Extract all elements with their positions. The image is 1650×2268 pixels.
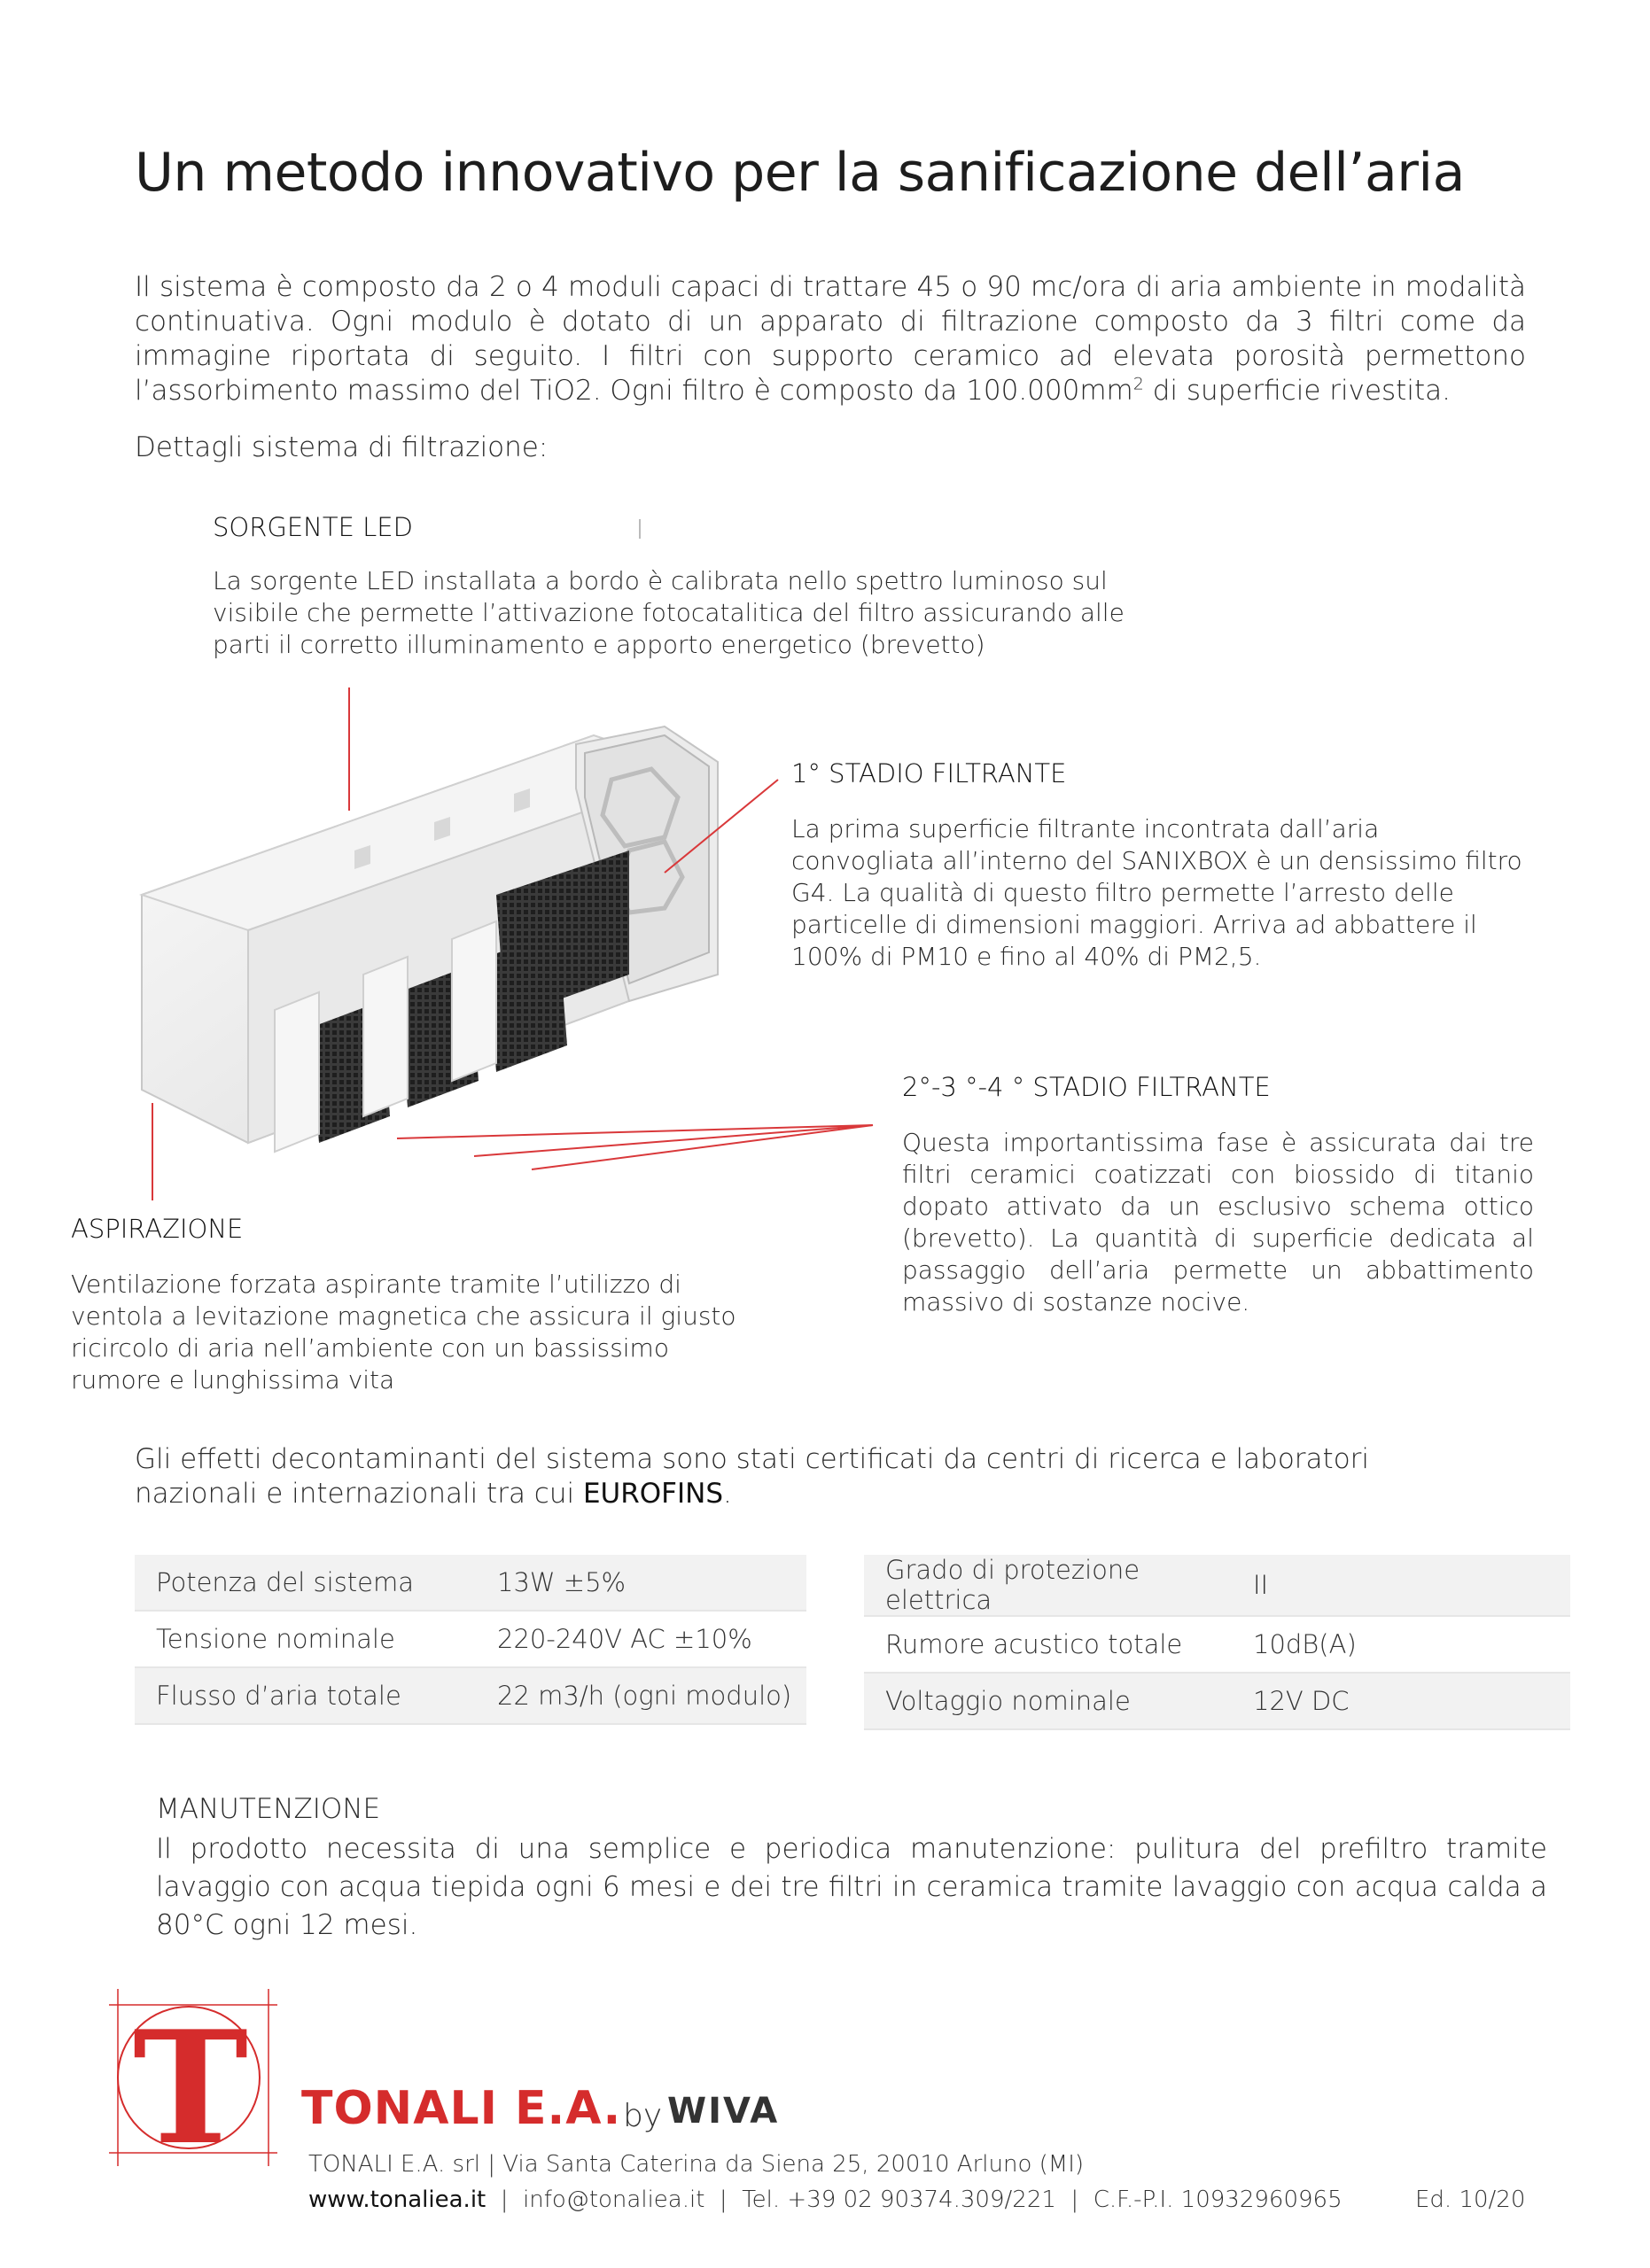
spec-label: Potenza del sistema (135, 1555, 476, 1611)
stage1-leader-line (665, 780, 778, 873)
table-row (135, 1611, 806, 1667)
aspiration-heading: ASPIRAZIONE (71, 1214, 244, 1244)
website-link[interactable]: www.tonaliea.it (308, 2186, 486, 2213)
footer-contacts (308, 2186, 1343, 2213)
spec-label: Grado di protezione elettrica (864, 1555, 1232, 1616)
maintenance-text: Il prodotto necessita di una semplice e periodica manutenzione: pulitura del prefiltro tramite lavaggio con acqua tiepida ogni 6 mesi e dei tre filtri in ceramica tramite lavaggio con acqua calda a 80°C ogni 12 mesi. (156, 1833, 1547, 1941)
partner-logo: WIVA (667, 2091, 780, 2132)
certification-highlight: EUROFINS (582, 1478, 724, 1510)
stage234-text: Questa importantissima fase è assicurata dai tre filtri ceramici coatizzati con biossido di titanio dopato attivato da un esclusivo schema ottico (brevetto). La quantità di superficie dedicata al passaggio dell’aria permette un abbattimento massivo di sostanze nocive. (902, 1128, 1534, 1317)
aspiration-text: Ventilazione forzata aspirante tramite l’utilizzo di ventola a levitazione magnetica che assicura il giusto ricircolo di aria nell’ambiente con un bassissimo rumore e lunghissima vita (71, 1270, 736, 1394)
certification-end: . (723, 1478, 732, 1510)
intro-text-end: di superficie rivestita. (1143, 375, 1451, 407)
spec-label: Tensione nominale (135, 1611, 476, 1667)
details-label: Dettagli sistema di filtrazione: (135, 431, 549, 463)
spec-value: 13W ±5% (476, 1555, 806, 1611)
spec-value: II (1232, 1555, 1570, 1616)
table-row (864, 1555, 1570, 1616)
tonali-logo (105, 1984, 282, 2171)
spec-label: Voltaggio nominale (864, 1673, 1232, 1729)
spec-value: 22 m3/h (ogni modulo) (476, 1667, 806, 1724)
spec-label: Flusso d’aria totale (135, 1667, 476, 1724)
intro-superscript: 2 (1132, 374, 1144, 394)
led-text: La sorgente LED installata a bordo è calibrata nello spettro luminoso sul visibile che permette l’attivazione fotocatalitica del filtro assicurando alle parti il corretto illuminamento e apporto energetico (brevetto) (213, 566, 1125, 659)
specs-table-left (135, 1555, 806, 1725)
certification-text (135, 1442, 1490, 1511)
certification-body: Gli effetti decontaminanti del sistema sono stati certificati da centri di ricerca e laboratori nazionali e internazionali tra cui (135, 1443, 1370, 1510)
specs-table-right (864, 1555, 1570, 1730)
brand-name: TONALI E.A. (301, 2082, 622, 2135)
footer-address: TONALI E.A. srl | Via Santa Caterina da Siena 25, 20010 Arluno (MI) (308, 2151, 1085, 2178)
maintenance-heading: MANUTENZIONE (156, 1793, 381, 1825)
table-row (135, 1555, 806, 1611)
spec-value: 12V DC (1232, 1673, 1570, 1729)
intro-text: Il sistema è composto da 2 o 4 moduli capaci di trattare 45 o 90 mc/ora di aria ambiente in modalità continuativa. Ogni modulo è dotato di un apparato di filtrazione composto da 3 filtri come da immagine riportata di seguito. I filtri con supporto ceramico ad elevata porosità permettono l’assorbimento massimo del TiO2. Ogni filtro è composto da 100.000mm (135, 271, 1526, 407)
stage1-text: La prima superficie filtrante incontrata dall’aria convogliata all’interno del SANIXBOX è un densissimo filtro G4. La qualità di questo filtro permette l’arresto delle particelle di dimensioni maggiori. Arriva ad abbattere il 100% di PM10 e fino al 40% di PM2,5. (791, 814, 1522, 971)
logo-letter: T (132, 1998, 249, 2171)
table-row (864, 1616, 1570, 1673)
table-row (864, 1673, 1570, 1729)
brand-by: by (623, 2098, 663, 2134)
spec-label: Rumore acustico totale (864, 1616, 1232, 1673)
spec-value: 10dB(A) (1232, 1616, 1570, 1673)
edition-label: Ed. 10/20 (1415, 2186, 1526, 2213)
table-row (135, 1667, 806, 1724)
footer-contacts-rest: | info@tonaliea.it | Tel. +39 02 90374.309/221 | C.F.-P.I. 10932960965 (486, 2186, 1343, 2213)
led-heading: SORGENTE LED (213, 512, 413, 542)
stage-leader-line-1 (397, 1125, 873, 1138)
spec-value: 220-240V AC ±10% (476, 1611, 806, 1667)
stage234-heading: 2°-3 °-4 ° STADIO FILTRANTE (902, 1072, 1271, 1102)
stage1-heading: 1° STADIO FILTRANTE (791, 758, 1067, 788)
page-title: Un metodo innovativo per la sanificazione dell’aria (135, 142, 1465, 204)
